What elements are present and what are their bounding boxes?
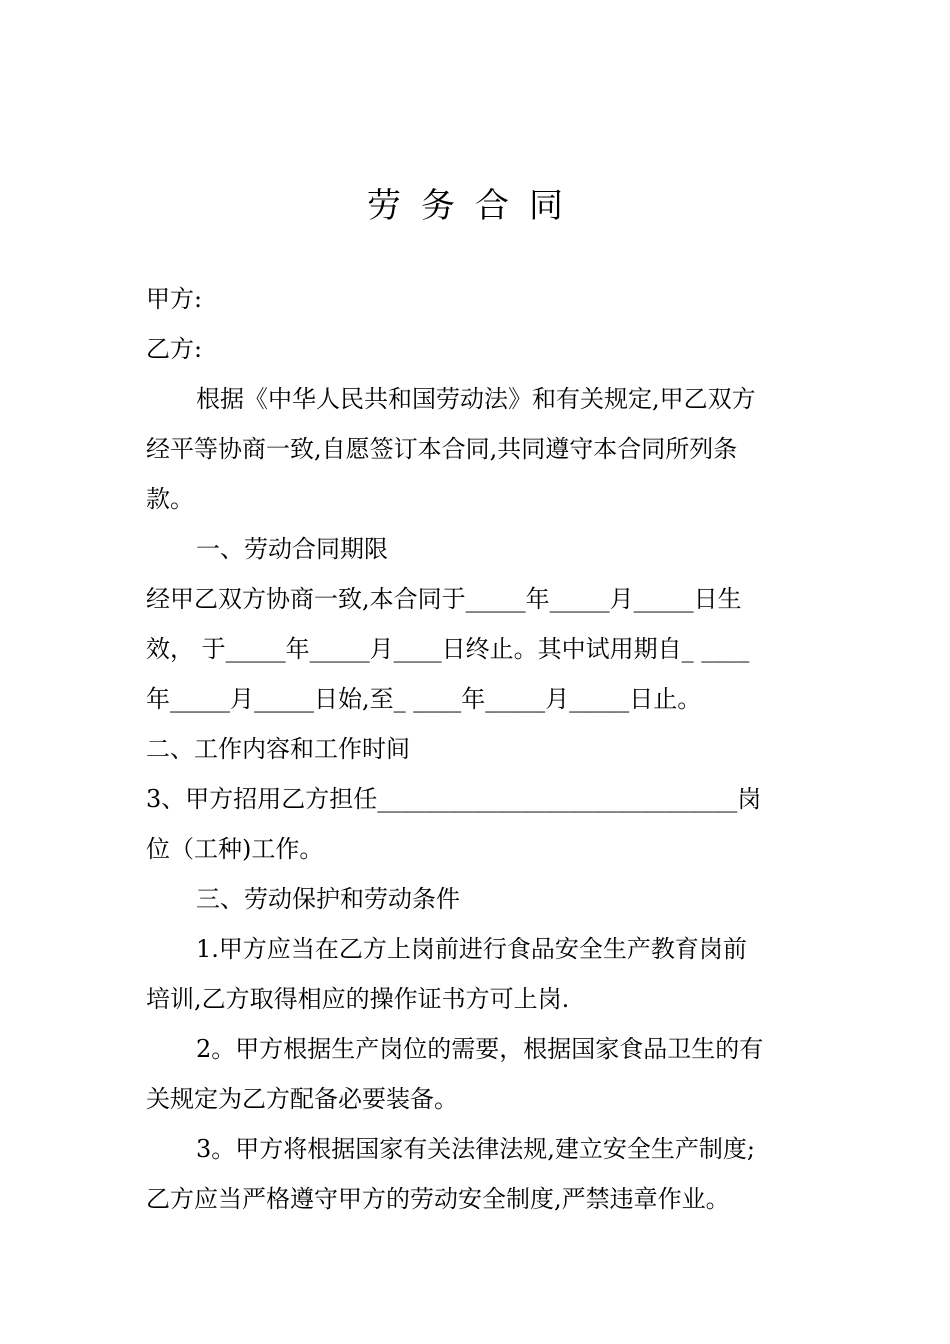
job-line-2: 位（工种)工作。: [146, 835, 324, 863]
section-heading-1: 一、劳动合同期限: [196, 535, 388, 563]
clause-3-line-1: 3。甲方将根据国家有关法律法规,建立安全生产制度;: [196, 1135, 755, 1163]
term-line-1: 经甲乙双方协商一致,本合同于_____年_____月_____日生: [146, 585, 742, 613]
preamble-line-2: 经平等协商一致,自愿签订本合同,共同遵守本合同所列条: [146, 435, 738, 463]
document-title: 劳务合同: [367, 186, 583, 226]
clause-1-line-1: 1.甲方应当在乙方上岗前进行食品安全生产教育岗前: [196, 935, 747, 963]
clause-1-line-2: 培训,乙方取得相应的操作证书方可上岗.: [146, 985, 570, 1013]
party-a-line: 甲方:: [146, 285, 203, 313]
party-b-line: 乙方:: [146, 335, 203, 363]
section-heading-3: 三、劳动保护和劳动条件: [196, 885, 460, 913]
preamble-line-3: 款。: [146, 485, 194, 513]
preamble-line-1: 根据《中华人民共和国劳动法》和有关规定,甲乙双方: [196, 385, 756, 413]
term-line-3: 年_____月_____日始,至_ ____年_____月_____日止。: [146, 685, 702, 713]
job-line-1: 3、甲方招用乙方担任______________________________岗: [146, 785, 762, 813]
term-line-2: 效， 于_____年_____月____日终止。其中试用期自_ ____: [146, 635, 750, 663]
clause-3-line-2: 乙方应当严格遵守甲方的劳动安全制度,严禁违章作业。: [146, 1185, 730, 1213]
clause-2-line-2: 关规定为乙方配备必要装备。: [146, 1085, 458, 1113]
section-heading-2: 二、工作内容和工作时间: [146, 735, 410, 763]
clause-2-line-1: 2。甲方根据生产岗位的需要，根据国家食品卫生的有: [196, 1035, 764, 1063]
